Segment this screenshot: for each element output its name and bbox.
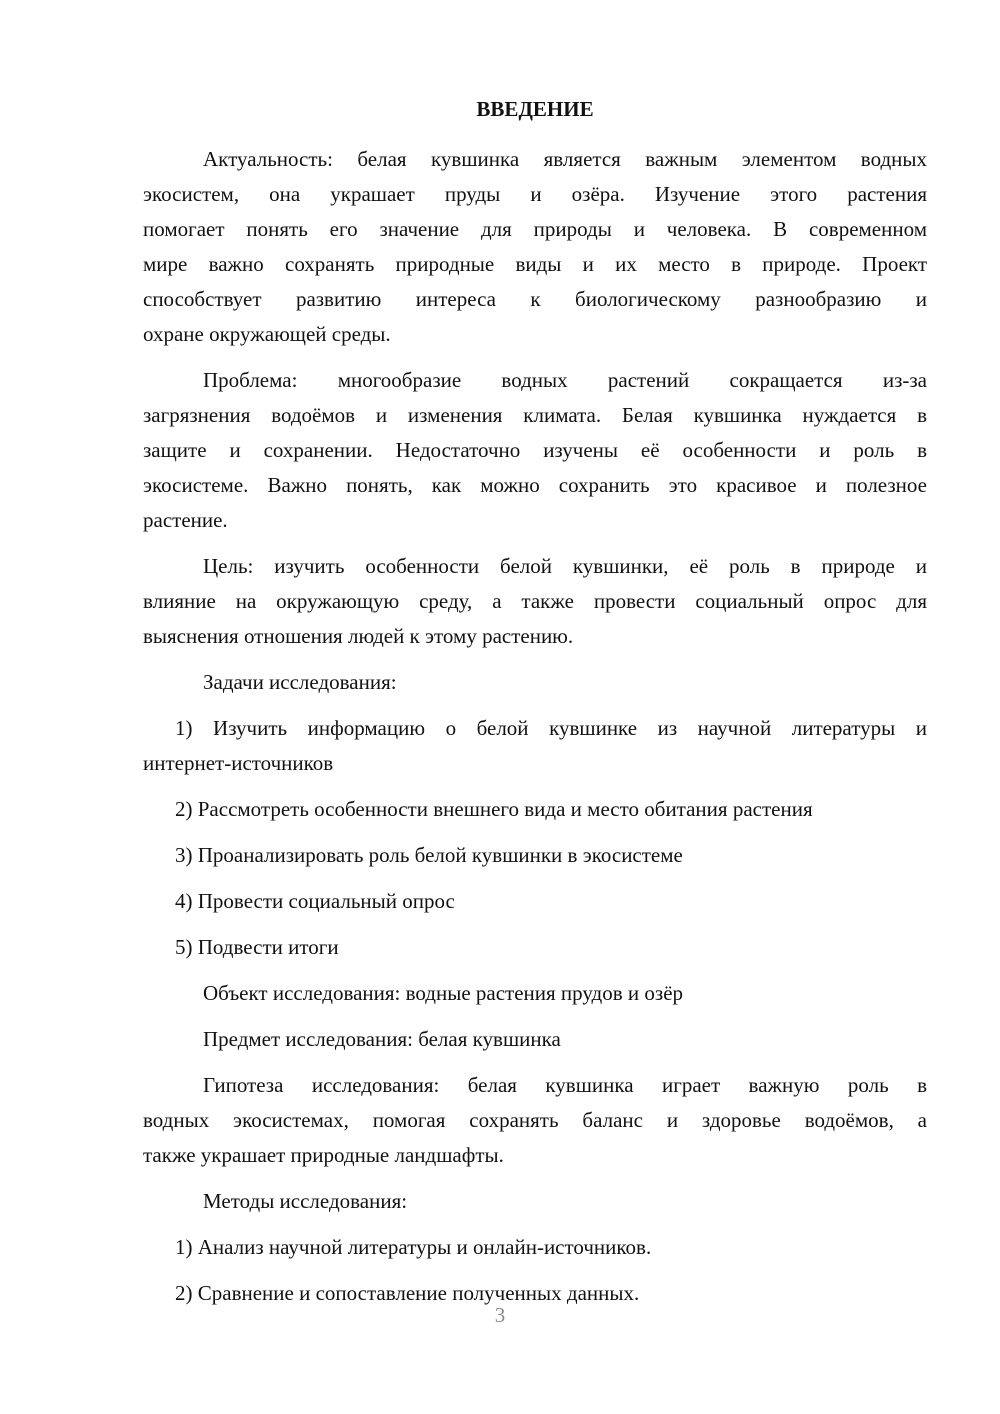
list-item: [143, 884, 927, 919]
list-item: [143, 1230, 927, 1265]
paragraph: [143, 665, 927, 700]
page-title: [143, 92, 927, 127]
text-line: растение.: [143, 508, 228, 532]
text-line: Проблема: многообразие водных растений сокращается из-за: [203, 368, 927, 392]
text-line: Методы исследования:: [203, 1189, 408, 1213]
text-line: Актуальность: белая кувшинка является важным элементом водных: [203, 147, 927, 171]
text-line: Гипотеза исследования: белая кувшинка играет важную роль в: [203, 1073, 927, 1097]
text-line: влияние на окружающую среду, а также провести социальный опрос для: [143, 589, 927, 613]
document-body: [143, 92, 927, 1322]
paragraph: [143, 976, 927, 1011]
text-line: Цель: изучить особенности белой кувшинки, её роль в природе и: [203, 554, 927, 578]
text-line: охране окружающей среды.: [143, 322, 391, 346]
text-line: 2) Сравнение и сопоставление полученных данных.: [175, 1281, 640, 1305]
text-line: помогает понять его значение для природы и человека. В современном: [143, 217, 927, 241]
list-item: [143, 838, 927, 873]
text-line: 3) Проанализировать роль белой кувшинки в экосистеме: [175, 843, 683, 867]
paragraph: [143, 1022, 927, 1057]
list-item: [143, 711, 927, 781]
text-line: также украшает природные ландшафты.: [143, 1143, 504, 1167]
text-line: 5) Подвести итоги: [175, 935, 339, 959]
text-line: экосистем, она украшает пруды и озёра. Изучение этого растения: [143, 182, 927, 206]
text-line: защите и сохранении. Недостаточно изучены её особенности и роль в: [143, 438, 927, 462]
list-item: [143, 930, 927, 965]
text-line: 2) Рассмотреть особенности внешнего вида и место обитания растения: [175, 797, 813, 821]
text-line: Предмет исследования: белая кувшинка: [203, 1027, 561, 1051]
text-line: ВВЕДЕНИЕ: [476, 97, 594, 121]
paragraph: [143, 549, 927, 654]
text-line: водных экосистемах, помогая сохранять баланс и здоровье водоёмов, а: [143, 1108, 927, 1132]
text-line: 1) Изучить информацию о белой кувшинке из научной литературы и: [175, 716, 927, 740]
paragraph: [143, 363, 927, 538]
paragraph: [143, 1184, 927, 1219]
text-line: загрязнения водоёмов и изменения климата. Белая кувшинка нуждается в: [143, 403, 927, 427]
paragraph: [143, 142, 927, 352]
paragraph: [143, 1068, 927, 1173]
text-line: 1) Анализ научной литературы и онлайн-источников.: [175, 1235, 652, 1259]
text-line: Задачи исследования:: [203, 670, 397, 694]
text-line: интернет-источников: [143, 751, 334, 775]
text-line: 4) Провести социальный опрос: [175, 889, 455, 913]
text-line: экосистеме. Важно понять, как можно сохранить это красивое и полезное: [143, 473, 927, 497]
text-line: способствует развитию интереса к биологическому разнообразию и: [143, 287, 927, 311]
list-item: [143, 792, 927, 827]
text-line: Объект исследования: водные растения прудов и озёр: [203, 981, 684, 1005]
page-number: 3: [494, 1303, 506, 1327]
text-line: выяснения отношения людей к этому растению.: [143, 624, 574, 648]
text-line: мире важно сохранять природные виды и их место в природе. Проект: [143, 252, 927, 276]
